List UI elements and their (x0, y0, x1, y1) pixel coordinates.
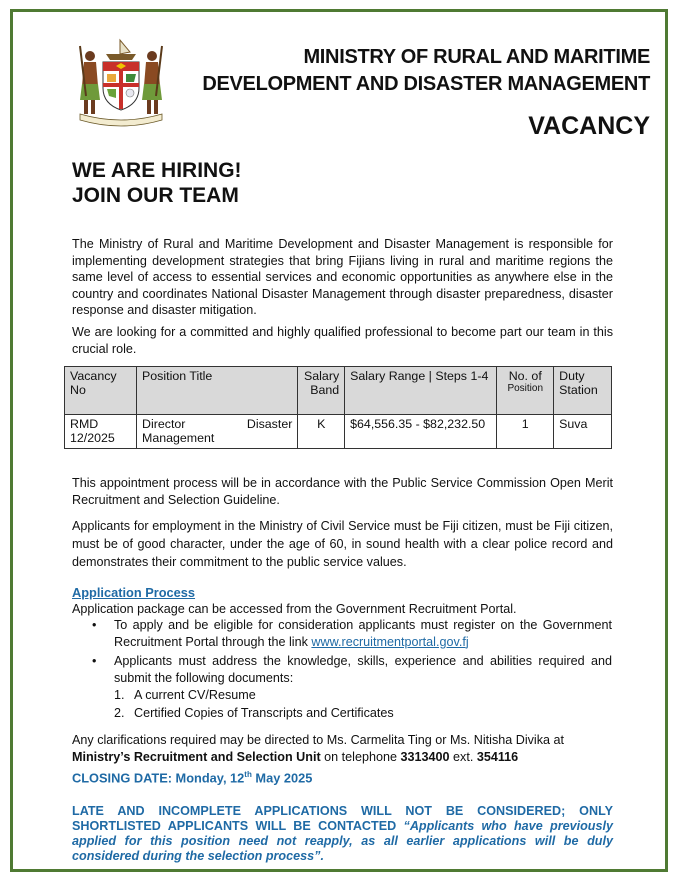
cell-position-title (137, 415, 298, 449)
bullet-icon: • (92, 654, 97, 668)
application-process-heading[interactable]: Application Process (72, 585, 196, 600)
canoe-crest (106, 40, 136, 60)
doc-text: A current CV/Resume (134, 688, 256, 702)
late-caps: LATE AND INCOMPLETE APPLICATIONS WILL NOT BE CONSIDERED; ONLY SHORTLISTED APPLICANTS WILL BE CONTACTED (72, 804, 613, 833)
left-supporter-figure (80, 46, 100, 114)
recruitment-portal-link[interactable]: www.recruitmentportal.gov.fj (311, 634, 469, 649)
header-vacancy-no: Vacancy No (65, 367, 137, 415)
vacancy-heading: VACANCY (528, 112, 650, 140)
list-item (114, 687, 612, 704)
bullet-icon: • (92, 618, 97, 632)
vacancy-table (64, 366, 612, 449)
header-salary-band: Salary Band (298, 367, 345, 415)
doc-text: Certified Copies of Transcripts and Certificates (134, 705, 394, 720)
late-applications-notice (72, 804, 613, 864)
clarification-paragraph (72, 732, 613, 765)
header-no-of-position (497, 367, 554, 415)
header-duty-station: Duty Station (554, 367, 612, 415)
header-position: Position (507, 383, 544, 394)
header-position-title: Position Title (137, 367, 298, 415)
list-item (88, 653, 612, 721)
phone-extension: 354116 (476, 749, 519, 764)
documents-list (114, 687, 612, 721)
cell-position-title-c: Management (142, 431, 215, 445)
recruitment-unit: Ministry’s Recruitment and Selection Unit (72, 749, 321, 764)
closing-label: CLOSING DATE: Monday, 12 (72, 770, 245, 786)
application-intro: Application package can be accessed from the Government Recruitment Portal. (72, 602, 517, 616)
application-steps-list (88, 617, 612, 722)
intro-paragraph: The Ministry of Rural and Maritime Development and Disaster Management is responsible for implementing development strategies that bring Fijians living in rural and maritime regions the same level of access to essential services and economic opportunities as anywhere else in the country and coordinates National Disaster Management through disaster preparedness, disaster response and disaster mitigation. (72, 237, 613, 317)
clarify-text2: on telephone (320, 749, 401, 764)
doc-number: 2. (114, 705, 125, 720)
ministry-name-line1: MINISTRY OF RURAL AND MARITIME (303, 46, 650, 68)
clarify-text3: ext. (449, 749, 477, 764)
motto-scroll (80, 114, 162, 126)
cell-position-title-b: Disaster (246, 417, 293, 431)
coat-of-arms-emblem (76, 36, 166, 128)
closing-sup: th (244, 770, 252, 779)
closing-rest: May 2025 (251, 770, 313, 786)
header-salary-range: Salary Range | Steps 1-4 (345, 367, 497, 415)
list-item (88, 617, 612, 650)
late-italic: “Applicants who have previously applied for this position need not reapply, as all earlier applications will be duly considered during the selection process”. (72, 819, 613, 863)
cell-no-of-position: 1 (497, 415, 554, 449)
applicants-paragraph: Applicants for employment in the Ministry of Civil Service must be Fiji citizen, must be Fiji citizen, must be of good character, under the age of 60, in sound health with a clear police record and demonstrates their commitment to the public service values. (72, 519, 613, 569)
cell-salary-range: $64,556.35 - $82,232.50 (345, 415, 497, 449)
table-row (65, 415, 612, 449)
hiring-line1: WE ARE HIRING! (72, 159, 242, 182)
hiring-line2: JOIN OUR TEAM (72, 184, 239, 207)
bullet1-text: To apply and be eligible for consideration applicants must register on the Government Recruitment Portal through the link (114, 618, 612, 649)
list-item (114, 705, 612, 722)
cell-duty-station: Suva (554, 415, 612, 449)
bullet2-text: Applicants must address the knowledge, skills, experience and abilities required and submit the following documents: (114, 654, 612, 685)
ministry-name-line2: DEVELOPMENT AND DISASTER MANAGEMENT (202, 73, 650, 95)
table-header-row (65, 367, 612, 415)
cell-salary-band: K (298, 415, 345, 449)
hiring-heading (72, 158, 242, 208)
looking-paragraph: We are looking for a committed and highly qualified professional to become part our team in this crucial role. (72, 325, 613, 356)
cell-position-title-a: Director (142, 417, 186, 431)
clarify-text1: Any clarifications required may be directed to Ms. Carmelita Ting or Ms. Nitisha Divika at (72, 733, 565, 747)
phone-number: 3313400 (400, 749, 450, 764)
cell-vacancy-no: RMD 12/2025 (65, 415, 137, 449)
right-supporter-figure (142, 46, 162, 114)
appointment-paragraph: This appointment process will be in accordance with the Public Service Commission Open Merit Recruitment and Selection Guideline. (72, 476, 613, 507)
closing-date (72, 770, 312, 785)
doc-number: 1. (114, 688, 125, 702)
shield (103, 62, 139, 110)
header-no-of: No. of (508, 369, 542, 383)
